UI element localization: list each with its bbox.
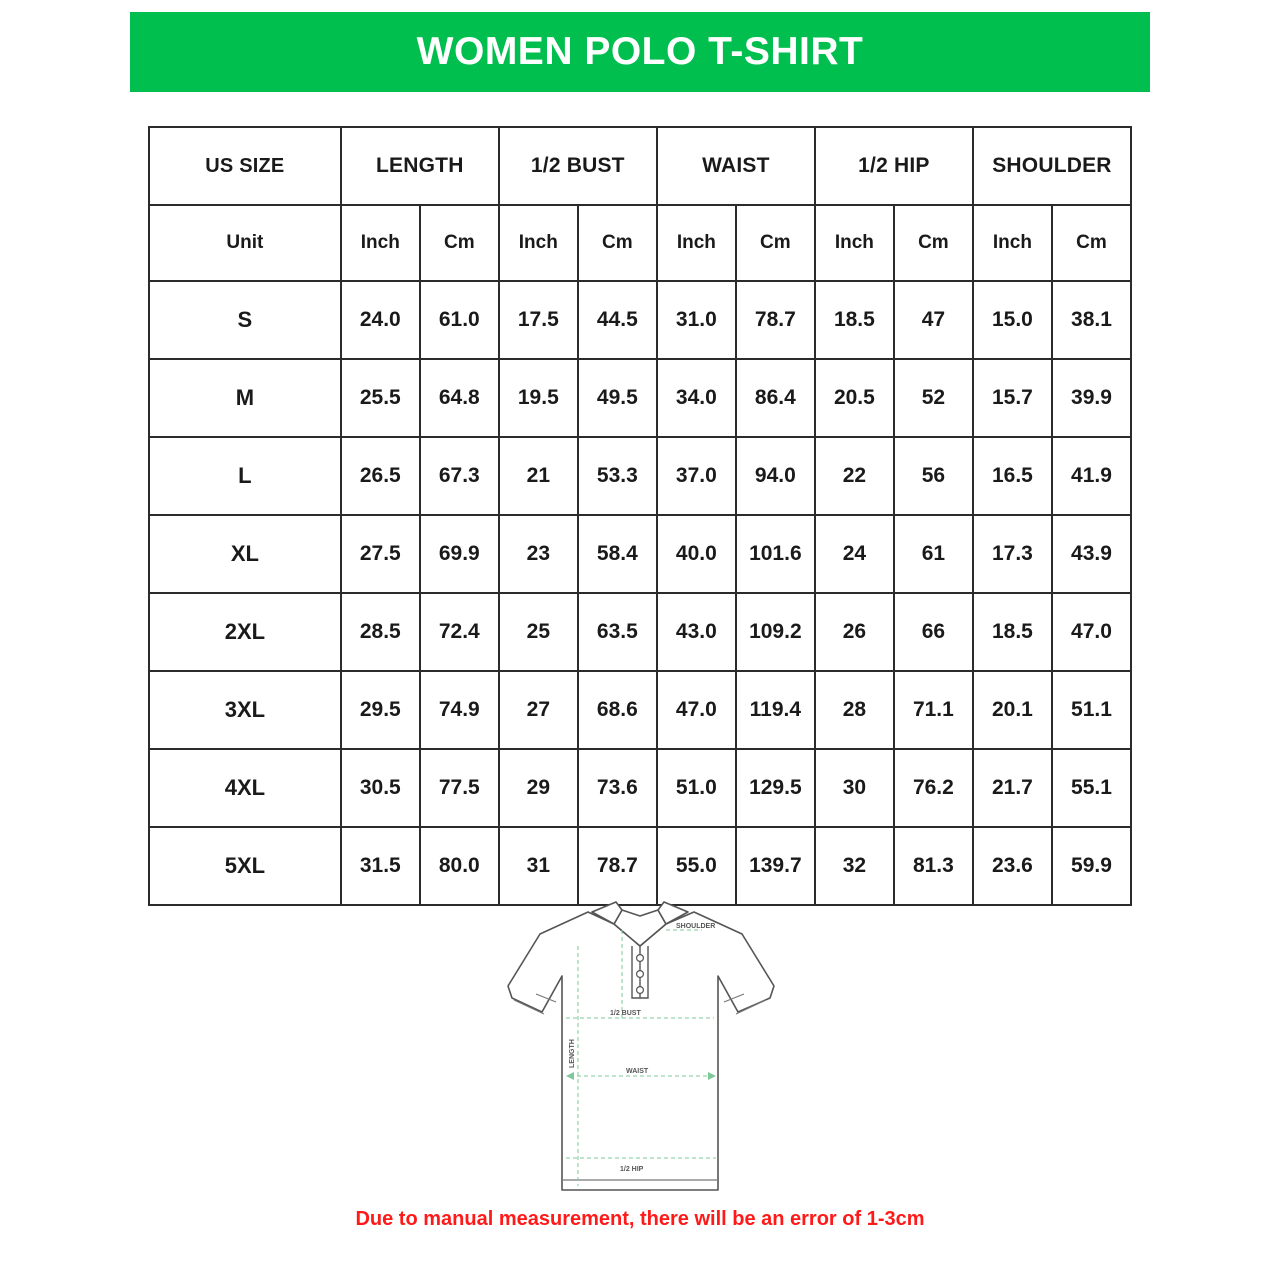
unit-bust-cm: Cm — [578, 205, 657, 281]
measurement-disclaimer: Due to manual measurement, there will be an error of 1-3cm — [355, 1208, 925, 1230]
cell-hip-cm: 47 — [894, 281, 973, 359]
cell-shoulder-cm: 38.1 — [1052, 281, 1131, 359]
cell-length-cm: 67.3 — [420, 437, 499, 515]
cell-waist-cm: 94.0 — [736, 437, 815, 515]
cell-bust-inch: 17.5 — [499, 281, 578, 359]
cell-length-inch: 27.5 — [341, 515, 420, 593]
cell-waist-cm: 119.4 — [736, 671, 815, 749]
button-icon — [637, 955, 644, 962]
table-row — [149, 671, 1131, 749]
cell-shoulder-inch: 17.3 — [973, 515, 1052, 593]
diagram-label-half-bust: 1/2 BUST — [610, 1010, 641, 1017]
cell-hip-cm: 81.3 — [894, 827, 973, 905]
row-size-label: 4XL — [149, 749, 341, 827]
cell-shoulder-cm: 41.9 — [1052, 437, 1131, 515]
cell-hip-inch: 30 — [815, 749, 894, 827]
cell-shoulder-inch: 21.7 — [973, 749, 1052, 827]
cell-bust-inch: 21 — [499, 437, 578, 515]
cell-length-inch: 26.5 — [341, 437, 420, 515]
button-icon — [637, 971, 644, 978]
cell-shoulder-inch: 18.5 — [973, 593, 1052, 671]
row-size-label: 2XL — [149, 593, 341, 671]
unit-bust-inch: Inch — [499, 205, 578, 281]
unit-length-inch: Inch — [341, 205, 420, 281]
cell-bust-cm: 68.6 — [578, 671, 657, 749]
table-row — [149, 515, 1131, 593]
diagram-label-half-hip: 1/2 HIP — [620, 1166, 644, 1173]
cell-hip-inch: 22 — [815, 437, 894, 515]
page-title: WOMEN POLO T-SHIRT — [416, 30, 864, 73]
cell-shoulder-inch: 15.7 — [973, 359, 1052, 437]
cell-shoulder-cm: 51.1 — [1052, 671, 1131, 749]
size-chart-table — [148, 126, 1132, 906]
cell-length-cm: 80.0 — [420, 827, 499, 905]
unit-shoulder-cm: Cm — [1052, 205, 1131, 281]
cell-waist-cm: 109.2 — [736, 593, 815, 671]
row-size-label: S — [149, 281, 341, 359]
cell-hip-inch: 32 — [815, 827, 894, 905]
row-size-label: XL — [149, 515, 341, 593]
cell-bust-inch: 27 — [499, 671, 578, 749]
cell-waist-cm: 86.4 — [736, 359, 815, 437]
cell-waist-inch: 31.0 — [657, 281, 736, 359]
cell-waist-cm: 139.7 — [736, 827, 815, 905]
cell-length-inch: 28.5 — [341, 593, 420, 671]
cell-hip-inch: 26 — [815, 593, 894, 671]
cell-waist-inch: 43.0 — [657, 593, 736, 671]
cell-shoulder-inch: 16.5 — [973, 437, 1052, 515]
cell-waist-inch: 37.0 — [657, 437, 736, 515]
table-row — [149, 749, 1131, 827]
row-size-label: L — [149, 437, 341, 515]
cell-length-inch: 29.5 — [341, 671, 420, 749]
cell-hip-cm: 52 — [894, 359, 973, 437]
unit-hip-inch: Inch — [815, 205, 894, 281]
cell-shoulder-cm: 59.9 — [1052, 827, 1131, 905]
size-chart-container — [148, 126, 1132, 906]
cell-shoulder-cm: 47.0 — [1052, 593, 1131, 671]
cell-bust-inch: 29 — [499, 749, 578, 827]
cell-hip-inch: 24 — [815, 515, 894, 593]
polo-shirt-diagram — [470, 890, 810, 1200]
cell-waist-cm: 78.7 — [736, 281, 815, 359]
cell-bust-cm: 58.4 — [578, 515, 657, 593]
group-header-waist: WAIST — [657, 127, 815, 205]
cell-bust-cm: 49.5 — [578, 359, 657, 437]
cell-waist-inch: 55.0 — [657, 827, 736, 905]
button-icon — [637, 987, 644, 994]
table-row — [149, 359, 1131, 437]
cell-length-cm: 77.5 — [420, 749, 499, 827]
cell-waist-cm: 101.6 — [736, 515, 815, 593]
group-header-us-size: US SIZE — [149, 127, 341, 205]
cell-hip-inch: 18.5 — [815, 281, 894, 359]
group-header-half-bust: 1/2 BUST — [499, 127, 657, 205]
cell-length-inch: 25.5 — [341, 359, 420, 437]
unit-shoulder-inch: Inch — [973, 205, 1052, 281]
cell-length-cm: 72.4 — [420, 593, 499, 671]
cell-length-cm: 74.9 — [420, 671, 499, 749]
cell-bust-cm: 44.5 — [578, 281, 657, 359]
cell-bust-inch: 23 — [499, 515, 578, 593]
cell-bust-cm: 63.5 — [578, 593, 657, 671]
cell-shoulder-cm: 39.9 — [1052, 359, 1131, 437]
row-size-label: 3XL — [149, 671, 341, 749]
unit-waist-cm: Cm — [736, 205, 815, 281]
row-size-label: M — [149, 359, 341, 437]
unit-waist-inch: Inch — [657, 205, 736, 281]
cell-length-cm: 64.8 — [420, 359, 499, 437]
table-row — [149, 437, 1131, 515]
table-row — [149, 281, 1131, 359]
unit-label: Unit — [149, 205, 341, 281]
group-header-length: LENGTH — [341, 127, 499, 205]
table-row — [149, 593, 1131, 671]
cell-bust-inch: 19.5 — [499, 359, 578, 437]
table-group-header-row — [149, 127, 1131, 205]
unit-hip-cm: Cm — [894, 205, 973, 281]
cell-hip-inch: 20.5 — [815, 359, 894, 437]
polo-shirt-illustration — [470, 890, 810, 1200]
cell-waist-inch: 34.0 — [657, 359, 736, 437]
cell-bust-cm: 53.3 — [578, 437, 657, 515]
cell-length-inch: 24.0 — [341, 281, 420, 359]
cell-waist-inch: 51.0 — [657, 749, 736, 827]
unit-length-cm: Cm — [420, 205, 499, 281]
cell-bust-inch: 25 — [499, 593, 578, 671]
cell-hip-cm: 61 — [894, 515, 973, 593]
diagram-label-length: LENGTH — [569, 1039, 576, 1068]
cell-waist-cm: 129.5 — [736, 749, 815, 827]
cell-bust-cm: 78.7 — [578, 827, 657, 905]
row-size-label: 5XL — [149, 827, 341, 905]
cell-shoulder-inch: 15.0 — [973, 281, 1052, 359]
cell-length-cm: 69.9 — [420, 515, 499, 593]
cell-length-cm: 61.0 — [420, 281, 499, 359]
cell-hip-inch: 28 — [815, 671, 894, 749]
diagram-label-waist: WAIST — [626, 1068, 649, 1075]
cell-shoulder-cm: 55.1 — [1052, 749, 1131, 827]
cell-hip-cm: 71.1 — [894, 671, 973, 749]
cell-hip-cm: 76.2 — [894, 749, 973, 827]
diagram-label-shoulder: SHOULDER — [676, 923, 716, 930]
cell-length-inch: 31.5 — [341, 827, 420, 905]
title-banner — [130, 12, 1150, 92]
cell-waist-inch: 47.0 — [657, 671, 736, 749]
cell-shoulder-inch: 20.1 — [973, 671, 1052, 749]
cell-hip-cm: 66 — [894, 593, 973, 671]
cell-bust-inch: 31 — [499, 827, 578, 905]
cell-shoulder-cm: 43.9 — [1052, 515, 1131, 593]
cell-bust-cm: 73.6 — [578, 749, 657, 827]
group-header-half-hip: 1/2 HIP — [815, 127, 973, 205]
cell-hip-cm: 56 — [894, 437, 973, 515]
table-unit-row — [149, 205, 1131, 281]
cell-waist-inch: 40.0 — [657, 515, 736, 593]
cell-length-inch: 30.5 — [341, 749, 420, 827]
group-header-shoulder: SHOULDER — [973, 127, 1131, 205]
cell-shoulder-inch: 23.6 — [973, 827, 1052, 905]
